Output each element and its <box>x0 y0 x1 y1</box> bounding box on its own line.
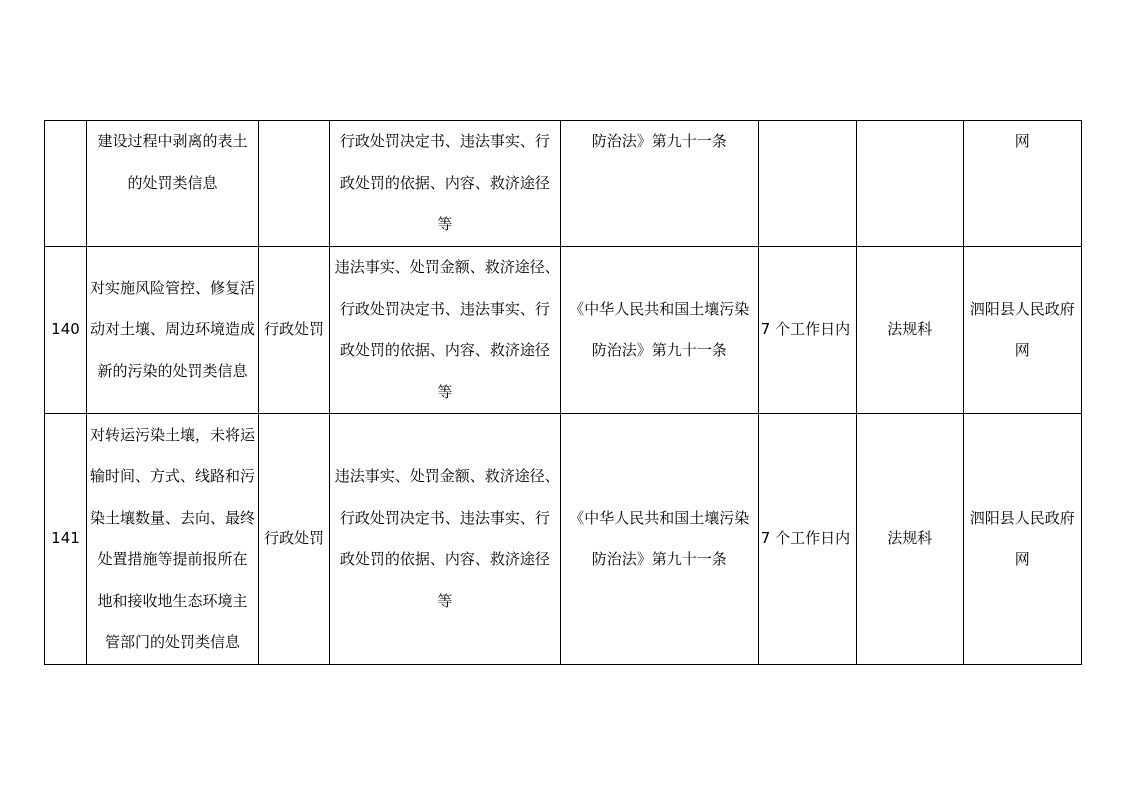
table-row <box>45 247 1082 414</box>
channel-cell: 网 <box>963 121 1081 247</box>
department-cell: 法规科 <box>856 247 963 414</box>
legal-basis-cell: 防治法》第九十一条 <box>560 121 758 247</box>
time-limit-cell: 7 个工作日内 <box>758 247 856 414</box>
content-cell: 违法事实、处罚金额、救济途径、 行政处罚决定书、违法事实、行 政处罚的依据、内容、救济途径 等 <box>330 247 561 414</box>
disclosure-item-cell: 对实施风险管控、修复活 动对土壤、周边环境造成 新的污染的处罚类信息 <box>87 247 259 414</box>
time-limit-cell <box>758 121 856 247</box>
channel-cell: 泗阳县人民政府 网 <box>963 414 1081 665</box>
content-cell: 行政处罚决定书、违法事实、行 政处罚的依据、内容、救济途径 等 <box>330 121 561 247</box>
department-cell <box>856 121 963 247</box>
content-cell: 违法事实、处罚金额、救济途径、 行政处罚决定书、违法事实、行 政处罚的依据、内容、救济途径 等 <box>330 414 561 665</box>
table-row <box>45 414 1082 665</box>
time-limit-cell: 7 个工作日内 <box>758 414 856 665</box>
channel-cell: 泗阳县人民政府 网 <box>963 247 1081 414</box>
legal-basis-cell: 《中华人民共和国土壤污染 防治法》第九十一条 <box>560 247 758 414</box>
row-number-cell: 140 <box>45 247 87 414</box>
category-cell <box>259 121 330 247</box>
department-cell: 法规科 <box>856 414 963 665</box>
row-number-cell <box>45 121 87 247</box>
legal-basis-cell: 《中华人民共和国土壤污染 防治法》第九十一条 <box>560 414 758 665</box>
category-cell: 行政处罚 <box>259 414 330 665</box>
disclosure-item-cell: 建设过程中剥离的表土 的处罚类信息 <box>87 121 259 247</box>
disclosure-table <box>44 120 1082 665</box>
table-row <box>45 121 1082 247</box>
disclosure-item-cell: 对转运污染土壤，未将运 输时间、方式、线路和污 染土壤数量、去向、最终 处置措施等提前报所在 地和接收地生态环境主 管部门的处罚类信息 <box>87 414 259 665</box>
category-cell: 行政处罚 <box>259 247 330 414</box>
row-number-cell: 141 <box>45 414 87 665</box>
